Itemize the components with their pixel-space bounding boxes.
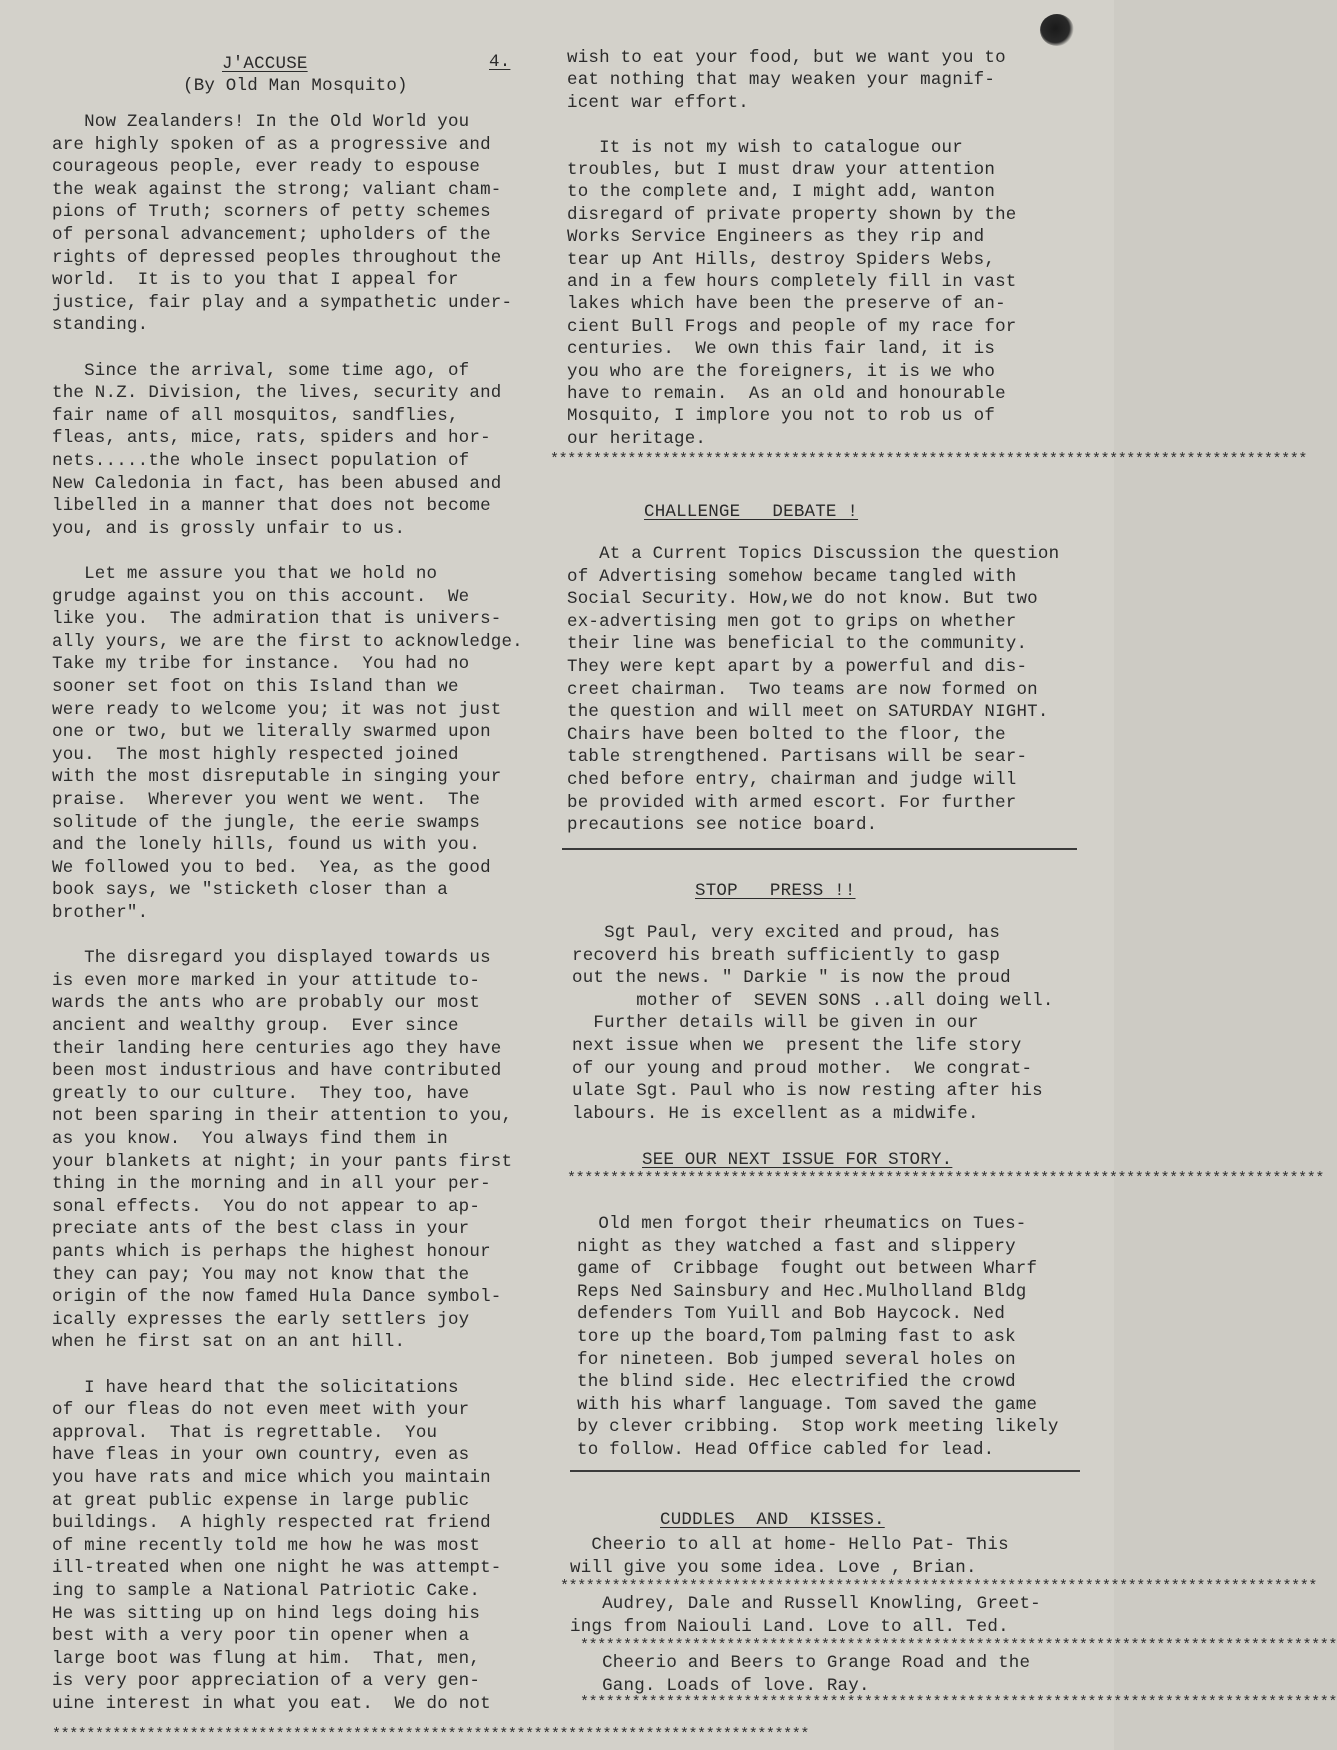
text-line: It is not my wish to catalogue our (567, 137, 963, 158)
text-line: eat nothing that may weaken your magnif- (567, 70, 996, 91)
text-line: The disregard you displayed towards us (52, 948, 491, 969)
text-line: labours. He is excellent as a midwife. (572, 1103, 979, 1124)
text-line: sonal effects. You do not appear to ap- (52, 1196, 481, 1217)
text-line: creet chairman. Two teams are now formed on (567, 679, 1038, 700)
text-line: ill-treated when one night he was attempt- (52, 1558, 502, 1579)
text-line: when he first sat on an ant hill. (52, 1332, 406, 1353)
text-line: preciate ants of the best class in your (52, 1219, 470, 1240)
message-separator: **************************************************************************************** (580, 1694, 1337, 1711)
text-line: next issue when we present the life story (572, 1036, 1022, 1056)
text-line: our heritage. (567, 428, 707, 449)
text-line: ulate Sgt. Paul who is now resting after his (572, 1081, 1043, 1102)
text-line: disregard of private property shown by the (567, 204, 1017, 225)
text-line: approval. That is regrettable. You (52, 1422, 438, 1443)
text-line: justice, fair play and a sympathetic under- (52, 292, 513, 313)
text-line: the N.Z. Division, the lives, security and (52, 383, 502, 404)
ink-blot (1040, 14, 1074, 46)
text-line: At a Current Topics Discussion the question (567, 544, 1060, 564)
text-line: I have heard that the solicitations (52, 1377, 459, 1398)
text-line: ancient and wealthy group. Ever since (52, 1016, 459, 1036)
text-line: of our young and proud mother. We congrat- (572, 1058, 1033, 1079)
text-line: libelled in a manner that does not become (52, 496, 491, 517)
text-line: book says, we "sticketh closer than a (52, 880, 448, 901)
text-line: have fleas in your own country, even as (52, 1445, 470, 1466)
text-line: Since the arrival, some time ago, of (52, 360, 470, 381)
text-line: standing. (52, 315, 149, 336)
text-line: of Advertising somehow became tangled with (567, 566, 1017, 587)
text-line: the question and will meet on SATURDAY NIGHT. (567, 702, 1049, 723)
message-line: Gang. Loads of love. Ray. (570, 1675, 870, 1696)
text-line: of our fleas do not even meet with your (52, 1400, 470, 1421)
separator-bottom-left: **************************************************************************************** (52, 1726, 809, 1743)
message-line: ings from Naiouli Land. Love to all. Ted. (570, 1616, 1009, 1637)
text-line: brother". (52, 903, 149, 923)
text-line: been most industrious and have contributed (52, 1061, 502, 1082)
text-line: mother of SEVEN SONS ..all doing well. (572, 990, 1054, 1011)
text-line: Social Security. How,we do not know. But two (567, 589, 1038, 610)
text-line: thing in the morning and in all your per- (52, 1174, 491, 1195)
text-line: world. It is to you that I appeal for (52, 270, 459, 291)
text-line: ally yours, we are the first to acknowledge. (52, 631, 523, 652)
text-line: one or two, but we literally swarmed upon (52, 722, 491, 743)
text-line: ically expresses the early settlers joy (52, 1309, 470, 1330)
text-line: courageous people, ever ready to espouse (52, 157, 481, 178)
text-line: Further details will be given in our (572, 1013, 979, 1034)
challenge-title: CHALLENGE DEBATE ! (644, 502, 859, 522)
separator-2: **************************************************************************************** (567, 1170, 1324, 1187)
text-line: lakes which have been the preserve of an- (567, 294, 1006, 315)
text-line: buildings. A highly respected rat friend (52, 1513, 491, 1534)
text-line: you, and is grossly unfair to us. (52, 518, 406, 539)
message-line: Audrey, Dale and Russell Knowling, Greet- (570, 1594, 1041, 1614)
text-line: praise. Wherever you went we went. The (52, 790, 481, 810)
text-line: icent war effort. (567, 92, 749, 113)
text-line: they can pay; You may not know that the (52, 1264, 470, 1285)
rule-2 (570, 1470, 1080, 1472)
text-line: to follow. Head Office cabled for lead. (577, 1440, 995, 1460)
cuddles-title: CUDDLES AND KISSES. (660, 1510, 885, 1530)
text-line: They were kept apart by a powerful and dis- (567, 657, 1028, 677)
text-line: Mosquito, I implore you not to rob us of (567, 406, 996, 427)
text-line: as you know. You always find them in (52, 1129, 448, 1149)
text-line: you have rats and mice which you maintain (52, 1468, 491, 1488)
text-line: with the most disreputable in singing your (52, 767, 502, 788)
text-line: New Caledonia in fact, has been abused and (52, 473, 502, 494)
text-line: troubles, but I must draw your attention (567, 160, 996, 180)
text-line: He was sitting up on hind legs doing his (52, 1603, 481, 1624)
text-line: out the news. " Darkie " is now the proud (572, 968, 1011, 989)
text-line: Sgt Paul, very excited and proud, has (572, 923, 1001, 943)
text-line: ing to sample a National Patriotic Cake. (52, 1581, 481, 1601)
text-line: Let me assure you that we hold no (52, 564, 438, 584)
text-line: Now Zealanders! In the Old World you (52, 112, 470, 132)
text-line: their landing here centuries ago they have (52, 1038, 502, 1059)
text-line: table strengthened. Partisans will be sear- (567, 747, 1028, 768)
stop-press-title: STOP PRESS !! (695, 881, 856, 901)
text-line: sooner set foot on this Island than we (52, 677, 459, 697)
text-line: is even more marked in your attitude to- (52, 970, 481, 991)
text-line: Old men forgot their rheumatics on Tues- (577, 1214, 1027, 1234)
text-line: like you. The admiration that is univers- (52, 609, 502, 630)
text-line: night as they watched a fast and slippery (577, 1236, 1016, 1257)
text-line: to the complete and, I might add, wanton (567, 182, 996, 203)
text-line: and the lonely hills, found us with you. (52, 835, 481, 856)
message-line: will give you some idea. Love , Brian. (570, 1557, 977, 1578)
text-line: you. The most highly respected joined (52, 744, 459, 765)
text-line: the weak against the strong; valiant cham- (52, 179, 502, 200)
separator-1: **************************************************************************************** (550, 451, 1307, 468)
text-line: Take my tribe for instance. You had no (52, 654, 470, 675)
page-number: 4. (489, 52, 511, 72)
text-line: defenders Tom Yuill and Bob Haycock. Ned (577, 1304, 1006, 1325)
text-line: were ready to welcome you; it was not just (52, 699, 502, 720)
text-line: and in a few hours completely fill in vast (567, 272, 1017, 292)
text-line: best with a very poor tin opener when a (52, 1626, 470, 1647)
text-line: cient Bull Frogs and people of my race for (567, 316, 1017, 337)
text-line: with his wharf language. Tom saved the game (577, 1394, 1038, 1415)
text-line: pants which is perhaps the highest honour (52, 1242, 491, 1262)
text-line: wish to eat your food, but we want you to (567, 48, 1006, 68)
article-byline: (By Old Man Mosquito) (183, 76, 408, 96)
text-line: tore up the board,Tom palming fast to ask (577, 1327, 1016, 1347)
text-line: ched before entry, chairman and judge will (567, 770, 1017, 790)
text-line: large boot was flung at him. That, men, (52, 1648, 481, 1669)
message-line: Cheerio and Beers to Grange Road and the (570, 1653, 1031, 1673)
text-line: wards the ants who are probably our most (52, 993, 481, 1014)
text-line: greatly to our culture. They too, have (52, 1083, 470, 1104)
text-line: have to remain. As an old and honourable (567, 384, 1006, 404)
text-line: pions of Truth; scorners of petty schemes (52, 202, 491, 223)
text-line: your blankets at night; in your pants first (52, 1151, 513, 1172)
text-line: you who are the foreigners, it is we who (567, 361, 996, 382)
text-line: for nineteen. Bob jumped several holes on (577, 1349, 1016, 1370)
article-title: J'ACCUSE (222, 54, 308, 74)
text-line: Chairs have been bolted to the floor, the (567, 724, 1006, 745)
text-line: of mine recently told me how he was most (52, 1535, 481, 1556)
text-line: We followed you to bed. Yea, as the good (52, 857, 491, 878)
text-line: Works Service Engineers as they rip and (567, 227, 985, 248)
text-line: grudge against you on this account. We (52, 586, 470, 607)
text-line: fleas, ants, mice, rats, spiders and hor- (52, 428, 491, 449)
text-line: ex-advertising men got to grips on whether (567, 611, 1017, 632)
text-line: solitude of the jungle, the eerie swamps (52, 812, 481, 833)
text-line: tear up Ant Hills, destroy Spiders Webs, (567, 249, 996, 270)
text-line: fair name of all mosquitos, sandflies, (52, 405, 459, 426)
text-line: precautions see notice board. (567, 815, 878, 836)
text-line: be provided with armed escort. For further (567, 792, 1017, 813)
text-line: uine interest in what you eat. We do not (52, 1694, 491, 1714)
text-line: rights of depressed peoples throughout the (52, 247, 502, 268)
stop-press-footer: SEE OUR NEXT ISSUE FOR STORY. (642, 1150, 953, 1170)
text-line: not been sparing in their attention to you, (52, 1106, 513, 1127)
text-line: Reps Ned Sainsbury and Hec.Mulholland Bldg (577, 1281, 1027, 1302)
text-line: are highly spoken of as a progressive and (52, 134, 491, 155)
text-line: game of Cribbage fought out between Wharf (577, 1259, 1038, 1280)
text-line: the blind side. Hec electrified the crowd (577, 1372, 1016, 1393)
text-line: their line was beneficial to the community. (567, 634, 1028, 655)
text-line: of personal advancement; upholders of the (52, 225, 491, 245)
text-line: centuries. We own this fair land, it is (567, 339, 996, 360)
text-line: by clever cribbing. Stop work meeting likely (577, 1417, 1059, 1438)
text-line: origin of the now famed Hula Dance symbol- (52, 1287, 502, 1308)
rule-1 (562, 848, 1077, 850)
message-separator: **************************************************************************************** (560, 1578, 1317, 1595)
text-line: nets.....the whole insect population of (52, 451, 470, 471)
text-line: at great public expense in large public (52, 1490, 470, 1511)
text-line: recoverd his breath sufficiently to gasp (572, 945, 1001, 966)
message-line: Cheerio to all at home- Hello Pat- This (570, 1535, 1009, 1555)
message-separator: **************************************************************************************** (580, 1637, 1337, 1654)
text-line: is very poor appreciation of a very gen- (52, 1671, 481, 1692)
